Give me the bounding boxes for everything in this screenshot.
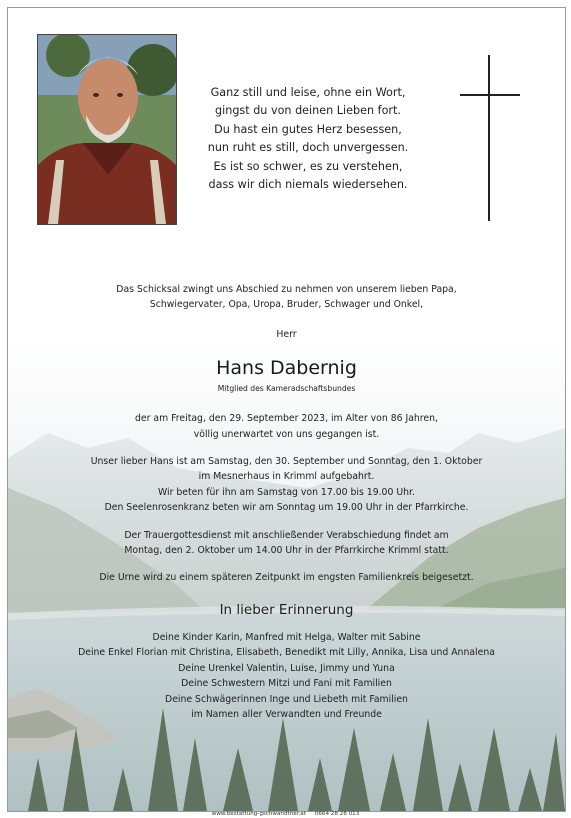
death-notice-line: völlig unerwartet von uns gegangen ist. [193, 428, 380, 440]
deceased-name: Hans Dabernig [216, 357, 357, 380]
intro-line: Das Schicksal zwingt uns Abschied zu nehmen von unserem lieben Papa, [116, 284, 457, 295]
viewing-line: Wir beten für ihn am Samstag von 17.00 bis 19.00 Uhr. [158, 486, 415, 498]
obituary-text [8, 282, 565, 722]
mourner-line: im Namen aller Verwandten und Freunde [191, 708, 382, 720]
poem-line: gingst du von deinen Lieben fort. [215, 104, 401, 118]
footer-phone: 0664 28 28 013 [314, 811, 360, 817]
funeral-line: Montag, den 2. Oktober um 14.00 Uhr in der Pfarrkirche Krimml statt. [124, 545, 449, 557]
mourner-line: Deine Urenkel Valentin, Luise, Jimmy und Yuna [178, 662, 395, 674]
poem-line: Es ist so schwer, es zu verstehen, [213, 159, 403, 173]
mourner-line: Deine Kinder Karin, Manfred mit Helga, Walter mit Sabine [152, 631, 421, 643]
mourner-line: Deine Enkel Florian mit Christina, Elisabeth, Benedikt mit Lilly, Annika, Lisa und Annalena [78, 647, 495, 659]
membership-note: Mitglied des Kameradschaftsbundes [217, 384, 356, 394]
cross-icon [460, 55, 520, 221]
cross-vertical-bar [488, 55, 490, 221]
poem-line: Du hast ein gutes Herz besessen, [214, 122, 402, 136]
footer-website[interactable]: www.bestattung-gschwandtner.at [211, 811, 306, 817]
intro-line: Schwiegervater, Opa, Uropa, Bruder, Schwager und Onkel, [149, 299, 424, 311]
viewing-line: Unser lieber Hans ist am Samstag, den 30. September und Sonntag, den 1. Oktober [90, 456, 483, 468]
portrait-photo [37, 34, 177, 225]
mourner-line: Deine Schwestern Mitzi und Fani mit Familien [181, 678, 392, 690]
footer [0, 811, 571, 818]
poem-line: nun ruht es still, doch unvergessen. [207, 141, 409, 155]
poem-line: dass wir dich niemals wiedersehen. [208, 178, 408, 192]
portrait-image [38, 35, 176, 224]
viewing-line: im Mesnerhaus in Krimml aufgebahrt. [198, 471, 375, 483]
viewing-line: Den Seelenrosenkranz beten wir am Sonntag um 19.00 Uhr in der Pfarrkirche. [104, 502, 469, 514]
memory-heading: In lieber Erinnerung [219, 601, 354, 618]
poem-line: Ganz still und leise, ohne ein Wort, [210, 86, 406, 99]
death-notice-line: der am Freitag, den 29. September 2023, im Alter von 86 Jahren, [135, 413, 438, 425]
poem [188, 84, 428, 194]
cross-horizontal-bar [460, 94, 520, 96]
salutation: Herr [276, 328, 297, 340]
funeral-line: Der Trauergottesdienst mit anschließender Verabschiedung findet am [124, 529, 449, 541]
obituary-card [7, 7, 566, 812]
mourner-line: Deine Schwägerinnen Inge und Liebeth mit Familien [165, 693, 408, 705]
urn-note: Die Urne wird zu einem späteren Zeitpunkt im engsten Familienkreis beigesetzt. [99, 572, 474, 584]
